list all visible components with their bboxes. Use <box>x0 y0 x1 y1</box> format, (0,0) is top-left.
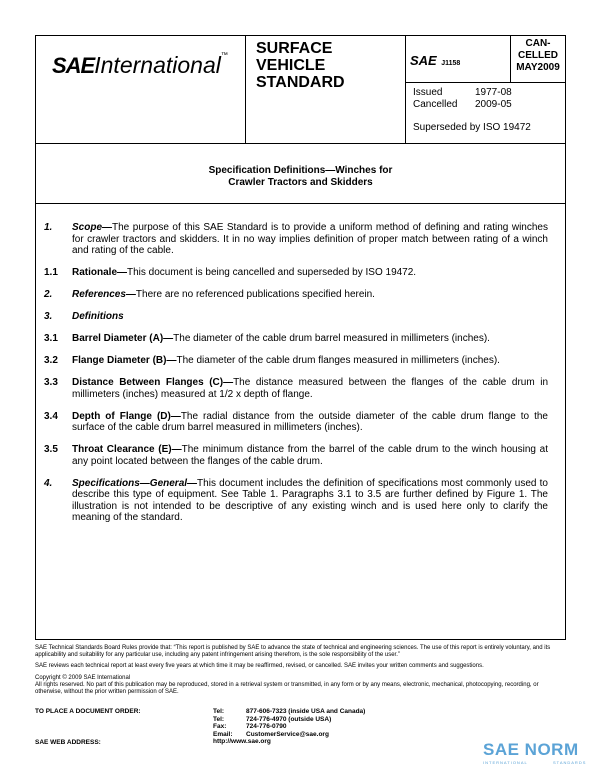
divider-logo <box>245 35 246 143</box>
divider-docnum <box>405 82 566 83</box>
document-number: SAE J1158 <box>410 53 461 68</box>
section-definitions: 3. Definitions <box>44 311 124 322</box>
section-scope: 1. Scope—The purpose of this SAE Standard is to provide a uniform method of defining and rating winches for crawler tractors and skidders. It in no way implies definition of proper match between rating of a winch and rating of the cable. <box>44 222 548 256</box>
section-throat-clearance: 3.5 Throat Clearance (E)—The minimum distance from the barrel of the cable drum to the winch housing at any point located between the flanges of the cable drum. <box>44 444 548 467</box>
contact-row: Tel: 877-606-7323 (inside USA and Canada) <box>213 708 366 715</box>
status-badge: CAN- CELLED MAY2009 <box>516 38 560 73</box>
superseded-note: Superseded by ISO 19472 <box>413 122 531 133</box>
contact-list <box>213 708 365 746</box>
section-depth-of-flange: 3.4 Depth of Flange (D)—The radial distance from the outside diameter of the cable drum flange to the surface of the cable drum barrel measured in millimeters (inches). <box>44 410 548 433</box>
header-divider <box>35 143 566 144</box>
section-specifications: 4. Specifications—General—This document includes the definition of specifications most commonly used to describe this type of equipment. See Table 1. Paragraphs 3.1 to 3.5 are further defined by Figure 1. The illustration is not intended to be descriptive of any existing winch and is used here only to clarify the meaning of the standard. <box>44 477 548 523</box>
web-address[interactable]: http://www.sae.org <box>213 738 271 746</box>
issued-date: 1977-08 <box>475 87 512 98</box>
contact-row: Tel: 724-776-4970 (outside USA) <box>213 715 332 723</box>
section-flange-diameter: 3.2 Flange Diameter (B)—The diameter of the cable drum flanges measured in millimeters (inches). <box>44 355 500 366</box>
section-barrel-diameter: 3.1 Barrel Diameter (A)—The diameter of the cable drum barrel measured in millimeters (inches). <box>44 333 490 344</box>
standard-type: SURFACE VEHICLE STANDARD <box>256 40 345 91</box>
contact-row: Email: CustomerService@sae.org <box>213 730 329 738</box>
sae-international-logo: SAEInternational™ <box>52 52 228 78</box>
section-rationale: 1.1 Rationale—This document is being cancelled and superseded by ISO 19472. <box>44 267 417 278</box>
section-distance-between-flanges: 3.3 Distance Between Flanges (C)—The distance measured between the flanges of the cable drum in millimeters (inches) measured at 1/2 x depth of flange. <box>44 377 548 400</box>
cancelled-date: 2009-05 <box>475 99 512 110</box>
document-title: Specification Definitions—Winches for Crawler Tractors and Skidders <box>208 165 393 188</box>
title-divider <box>35 203 566 204</box>
document-body <box>44 222 548 534</box>
contact-row: Fax: 724-776-0790 <box>213 723 287 731</box>
cancelled-label: Cancelled <box>413 99 458 110</box>
issued-label: Issued <box>413 87 443 98</box>
legal-footer: SAE Technical Standards Board Rules provide that: “This report is published by SAE to advance the state of technical and engineering sciences. The use of this report is entirely voluntary, and its applicability and suitability for any particular use, including any patent infringement arising therefrom, is the sole responsibility of the user.” SAE reviews each technical report at least every five years at which time it may be reaffirmed, revised, or cancelled. SAE invites your written comments and suggestions. Copyright © 2009 SAE International All rights reserved. No part of this publication may be reproduced, stored in a retrieval system or transmitted, in any form or by any means, electronic, mechanical, photocopying, recording, or otherwise, without the prior written permission of SAE. <box>35 645 551 696</box>
section-references: 2. References—There are no referenced publications specified herein. <box>44 289 375 300</box>
sae-norm-watermark: SAE NORM INTERNATIONAL STANDARDS <box>483 740 587 765</box>
divider-type <box>405 35 406 143</box>
